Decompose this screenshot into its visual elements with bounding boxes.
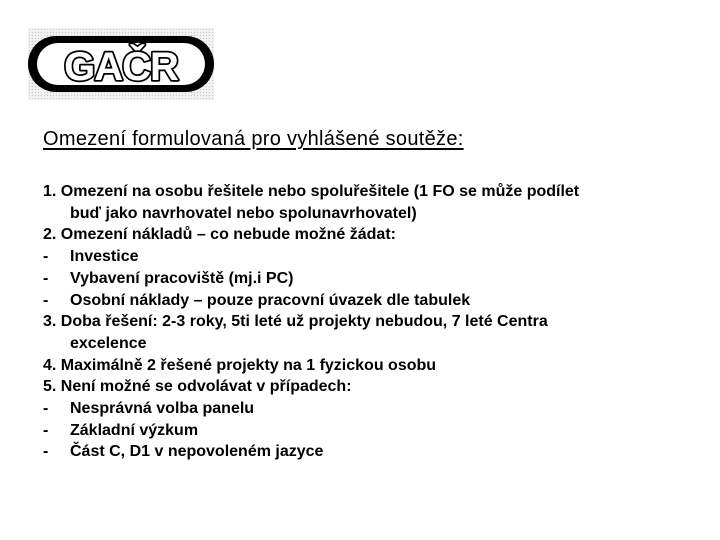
sub-list-item: - Vybavení pracoviště (mj.i PC) [43, 268, 683, 290]
list-item-continuation: buď jako navrhovatel nebo spolunavrhovatel) [70, 204, 417, 222]
list-item: 2. Omezení nákladů – co nebude možné žádat: [43, 226, 396, 244]
dash-marker: - [43, 421, 49, 439]
dash-marker: - [43, 400, 49, 418]
list-item-continuation: excelence [70, 334, 147, 352]
dash-marker: - [43, 269, 49, 287]
sub-list-item: - Investice [43, 246, 683, 268]
dash-marker: - [43, 248, 49, 266]
sub-list-item: - Osobní náklady – pouze pracovní úvazek dle tabulek [43, 290, 683, 312]
list-item: 5. Není možné se odvolávat v případech: [43, 378, 352, 396]
list-item: 1. Omezení na osobu řešitele nebo spoluřešitele (1 FO se může podílet [43, 183, 580, 200]
gacr-logo [28, 28, 214, 100]
list-item: 4. Maximálně 2 řešené projekty na 1 fyzickou osobu [43, 356, 437, 374]
svg-text:GAČR: GAČR [64, 45, 178, 89]
sub-list-item: - Nesprávná volba panelu [43, 398, 683, 420]
sub-list-item: - Základní výzkum [43, 420, 683, 442]
slide-title: Omezení formulovaná pro vyhlášené soutěže: [43, 128, 464, 150]
dash-marker: - [43, 291, 49, 309]
list-item: 3. Doba řešení: 2-3 roky, 5ti leté už projekty nebudou, 7 leté Centra [43, 313, 548, 331]
sub-list-item: - Část C, D1 v nepovoleném jazyce [43, 441, 683, 463]
restrictions-list [43, 181, 683, 463]
dash-marker: - [43, 443, 49, 461]
